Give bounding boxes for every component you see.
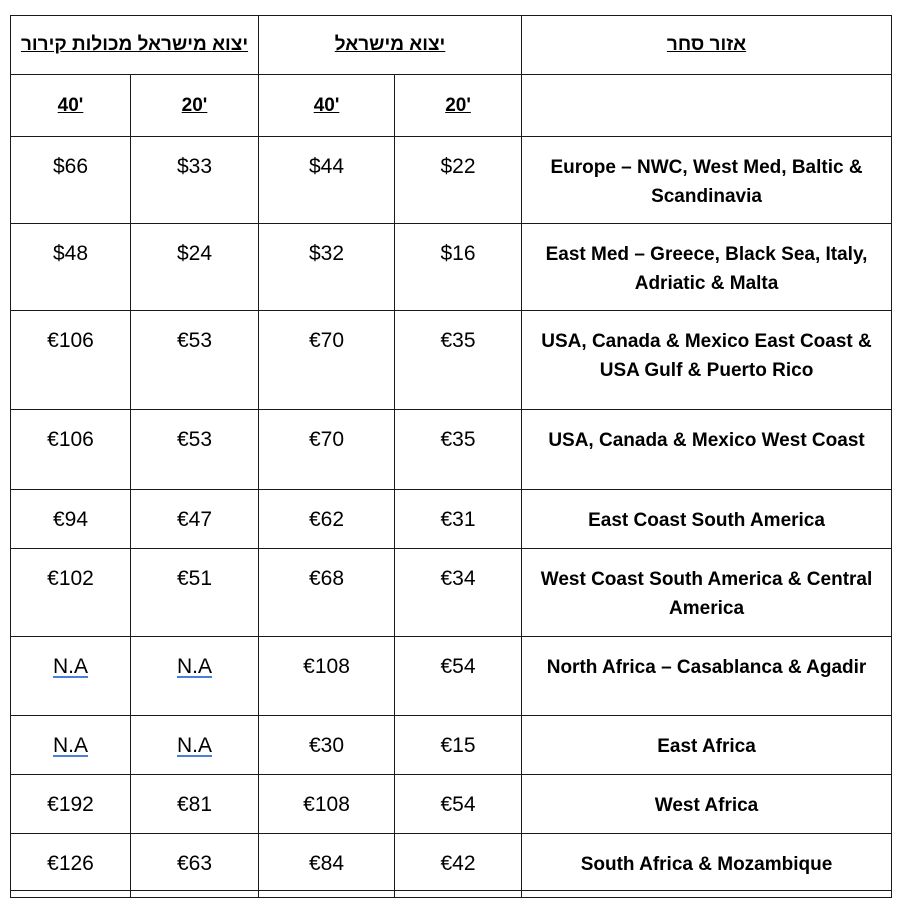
na-link[interactable]: N.A <box>52 655 88 678</box>
table-row <box>11 137 892 224</box>
subheader-exp-40: 40' <box>259 75 395 137</box>
price-exp-20: $22 <box>395 137 522 224</box>
price-ref-20: €53 <box>131 410 259 490</box>
price-exp-20: €35 <box>395 410 522 490</box>
na-link[interactable]: N.A <box>177 734 213 757</box>
price-ref-20: €51 <box>131 549 259 637</box>
price-exp-20: €34 <box>395 549 522 637</box>
price-ref-40: €106 <box>11 410 131 490</box>
price-exp-40: €30 <box>259 716 395 775</box>
table-row <box>11 834 892 891</box>
price-ref-20: $24 <box>131 224 259 311</box>
price-exp-40: €68 <box>259 549 395 637</box>
region-name: West Africa <box>522 775 892 834</box>
price-exp-20: €15 <box>395 716 522 775</box>
price-exp-40: $44 <box>259 137 395 224</box>
na-link[interactable]: N.A <box>52 734 88 757</box>
price-exp-40: €108 <box>259 637 395 716</box>
region-name: East Africa <box>522 716 892 775</box>
price-ref-20: $33 <box>131 137 259 224</box>
region-name: North Africa – Casablanca & Agadir <box>522 637 892 716</box>
price-exp-20: €54 <box>395 637 522 716</box>
table-row <box>11 549 892 637</box>
price-ref-20 <box>131 637 259 716</box>
table-row-partial <box>11 891 892 898</box>
price-exp-40: €62 <box>259 490 395 549</box>
empty-cell <box>259 891 395 898</box>
rate-table <box>10 15 892 898</box>
header-refrigerated-export: יצוא מישראל מכולות קירור <box>11 16 259 75</box>
price-ref-40: €106 <box>11 311 131 410</box>
price-exp-40: €70 <box>259 410 395 490</box>
price-exp-40: €84 <box>259 834 395 891</box>
table-row <box>11 311 892 410</box>
price-ref-40: €102 <box>11 549 131 637</box>
price-ref-20: €81 <box>131 775 259 834</box>
region-name: USA, Canada & Mexico East Coast & USA Gulf & Puerto Rico <box>522 311 892 410</box>
table-row <box>11 716 892 775</box>
price-exp-20: $16 <box>395 224 522 311</box>
empty-cell <box>522 891 892 898</box>
subheader-ref-40: 40' <box>11 75 131 137</box>
empty-cell <box>131 891 259 898</box>
table-row <box>11 224 892 311</box>
price-exp-20: €35 <box>395 311 522 410</box>
header-export: יצוא מישראל <box>259 16 522 75</box>
subheader-row <box>11 75 892 137</box>
price-exp-40: €70 <box>259 311 395 410</box>
subheader-exp-20: 20' <box>395 75 522 137</box>
price-ref-40 <box>11 637 131 716</box>
price-ref-20: €63 <box>131 834 259 891</box>
region-name: West Coast South America & Central America <box>522 549 892 637</box>
empty-cell <box>11 891 131 898</box>
subheader-ref-20: 20' <box>131 75 259 137</box>
price-exp-20: €31 <box>395 490 522 549</box>
table-row <box>11 637 892 716</box>
region-name: Europe – NWC, West Med, Baltic & Scandinavia <box>522 137 892 224</box>
header-trade-zone: אזור סחר <box>522 16 892 75</box>
price-ref-40 <box>11 716 131 775</box>
table-row <box>11 410 892 490</box>
price-exp-40: €108 <box>259 775 395 834</box>
region-name: East Med – Greece, Black Sea, Italy, Adriatic & Malta <box>522 224 892 311</box>
table-row <box>11 775 892 834</box>
region-name: South Africa & Mozambique <box>522 834 892 891</box>
region-name: USA, Canada & Mexico West Coast <box>522 410 892 490</box>
price-exp-40: $32 <box>259 224 395 311</box>
price-ref-40: $66 <box>11 137 131 224</box>
price-exp-20: €54 <box>395 775 522 834</box>
price-ref-20 <box>131 716 259 775</box>
price-ref-40: €192 <box>11 775 131 834</box>
price-ref-40: $48 <box>11 224 131 311</box>
price-ref-40: €94 <box>11 490 131 549</box>
empty-cell <box>395 891 522 898</box>
subheader-trade-zone-empty <box>522 75 892 137</box>
price-ref-20: €53 <box>131 311 259 410</box>
na-link[interactable]: N.A <box>177 655 213 678</box>
price-ref-40: €126 <box>11 834 131 891</box>
price-exp-20: €42 <box>395 834 522 891</box>
header-row <box>11 16 892 75</box>
table-row <box>11 490 892 549</box>
region-name: East Coast South America <box>522 490 892 549</box>
price-ref-20: €47 <box>131 490 259 549</box>
